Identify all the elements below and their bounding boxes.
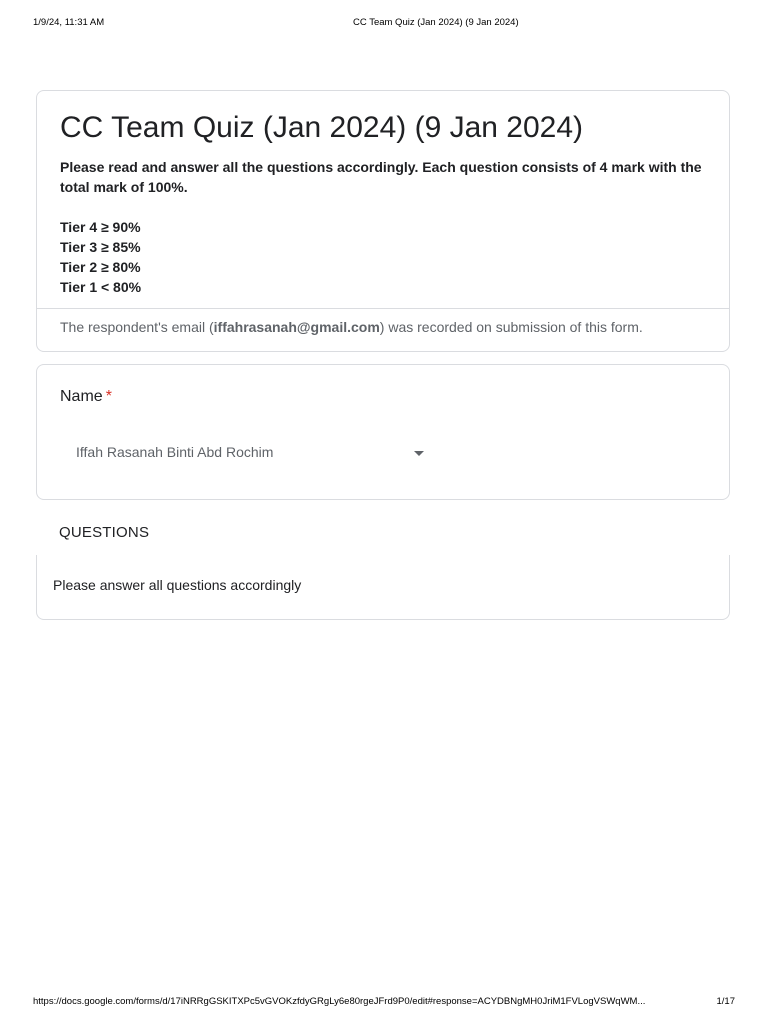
print-date: 1/9/24, 11:31 AM <box>33 17 105 28</box>
respondent-email: iffahrasanah@gmail.com <box>213 319 380 335</box>
title-divider <box>37 308 729 309</box>
email-recorded-note <box>60 319 643 335</box>
tier-item: Tier 4 ≥ 90% <box>60 219 141 235</box>
tier-list <box>60 217 720 297</box>
name-dropdown[interactable] <box>61 435 431 471</box>
section-description: Please answer all questions accordingly <box>53 577 302 593</box>
name-question-card <box>36 364 730 500</box>
form-description <box>60 157 720 297</box>
name-question-label <box>60 388 112 406</box>
form-title-card <box>36 90 730 352</box>
page-number: 1/17 <box>716 996 735 1007</box>
name-question-title: Name <box>60 388 103 405</box>
email-note-suffix: ) was recorded on submission of this form. <box>379 319 643 335</box>
print-header <box>33 17 735 29</box>
tier-item: Tier 1 < 80% <box>60 279 142 295</box>
tier-item: Tier 3 ≥ 85% <box>60 239 141 255</box>
name-dropdown-value: Iffah Rasanah Binti Abd Rochim <box>76 444 274 460</box>
tier-item: Tier 2 ≥ 80% <box>60 259 141 275</box>
print-footer <box>33 996 735 1008</box>
email-note-prefix: The respondent's email ( <box>60 319 214 335</box>
section-title: QUESTIONS <box>59 524 150 541</box>
form-title: CC Team Quiz (Jan 2024) (9 Jan 2024) <box>60 111 584 144</box>
section-card <box>36 555 730 620</box>
form-description-text: Please read and answer all the questions accordingly. Each question consists of 4 mark with the total mark of 100%. <box>60 159 702 195</box>
print-doc-title: CC Team Quiz (Jan 2024) (9 Jan 2024) <box>353 17 519 28</box>
print-url: https://docs.google.com/forms/d/17iNRRgGSKITXPc5vGVOKzfdyGRgLy6e80rgeJFrd9P0/edit#response=ACYDBNgMH0JriM1FVLogVSWqWM... <box>33 996 646 1007</box>
dropdown-arrow-icon[interactable] <box>414 451 424 456</box>
required-asterisk: * <box>105 388 112 405</box>
